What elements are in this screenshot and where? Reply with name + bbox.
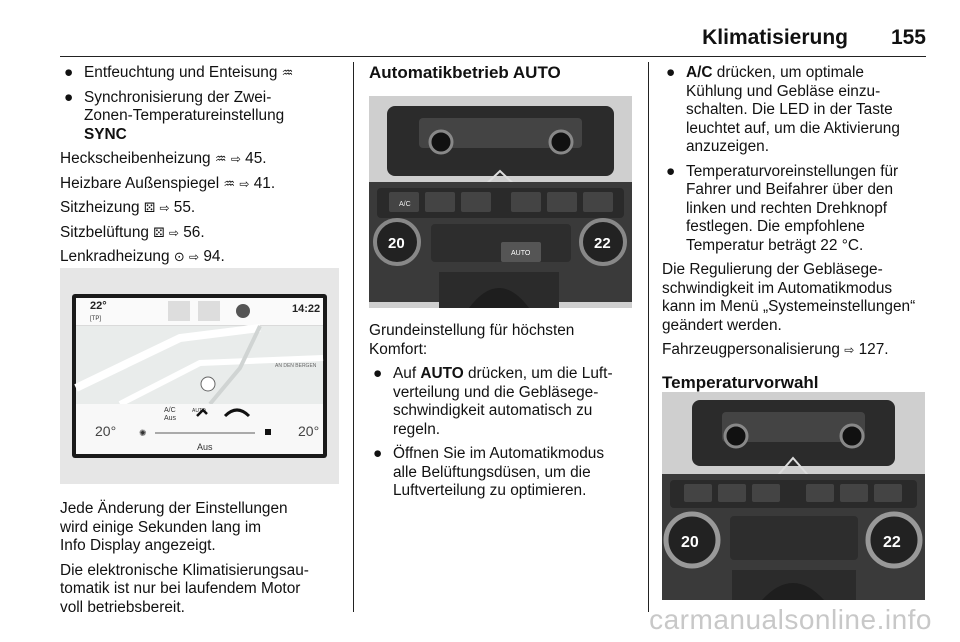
section-heading-temperature: Temperaturvorwahl bbox=[662, 372, 819, 392]
watermark: carmanualsonline.info bbox=[649, 604, 932, 635]
position-marker-icon bbox=[201, 377, 215, 391]
rear-defrost-button[interactable] bbox=[547, 192, 577, 212]
panel-button-3[interactable] bbox=[752, 484, 780, 502]
page-ref-icon: ⇨ bbox=[844, 343, 855, 357]
page-ref-icon: ⇨ bbox=[159, 201, 170, 215]
paragraph-comfort-intro: Grundeinstellung für höchsten Komfort: bbox=[369, 322, 575, 358]
bullet-dehumidify: ● Entfeuchtung und Enteisung ♒ bbox=[64, 64, 294, 81]
column-2 bbox=[369, 64, 641, 97]
page-ref-icon: ⇨ bbox=[189, 250, 200, 264]
display-tp: [TP] bbox=[90, 316, 102, 322]
page-ref-icon: ⇨ bbox=[230, 152, 241, 166]
column-1-lower bbox=[60, 500, 346, 623]
auto-panel-figure bbox=[369, 96, 632, 308]
app-icon bbox=[236, 304, 250, 318]
display-ac-label: A/C bbox=[164, 407, 176, 414]
display-auto-label: AUTO bbox=[192, 408, 206, 414]
seat-ventilation-icon: ⚄ bbox=[153, 224, 165, 240]
panel-button-1[interactable] bbox=[684, 484, 712, 502]
column-3 bbox=[662, 64, 928, 406]
fan-icon: ✺ bbox=[139, 428, 147, 438]
airflow-button[interactable] bbox=[425, 192, 455, 212]
steering-wheel-heating-icon: ⊙ bbox=[173, 249, 185, 264]
panel-button-4[interactable] bbox=[806, 484, 834, 502]
ref-seat-heating: Sitzheizung ⚄ ⇨ 55. bbox=[60, 199, 196, 216]
column-divider-2 bbox=[648, 62, 649, 612]
section-heading-auto: Automatikbetrieb AUTO bbox=[369, 63, 561, 82]
paragraph-engine-note: Die elektronische Klimatisierungsau- tomatik ist nur bei laufendem Motor voll betriebsbereit. bbox=[60, 561, 309, 616]
page-header bbox=[60, 22, 926, 57]
column-divider-1 bbox=[353, 62, 354, 612]
rear-window-heating-icon: ♒ bbox=[214, 151, 227, 166]
defrost-button[interactable] bbox=[511, 192, 541, 212]
display-ac-status: Aus bbox=[164, 415, 177, 422]
bullet-auto: ● Auf AUTO drücken, um die Luft- verteilung und die Gebläsege- schwindigkeit automatisch zu regeln. bbox=[373, 365, 613, 438]
paragraph-display-info: Jede Änderung der Einstellungen wird einige Sekunden lang im Info Display angezeigt. bbox=[60, 500, 288, 554]
right-knob-value: 22 bbox=[883, 534, 901, 551]
ref-personalisation: Fahrzeugpersonalisierung ⇨ 127. bbox=[662, 341, 889, 358]
display-time: 14:22 bbox=[292, 303, 321, 315]
info-display-figure bbox=[60, 268, 339, 484]
heated-mirror-icon: ♒ bbox=[223, 175, 236, 191]
panel-button-5[interactable] bbox=[840, 484, 868, 502]
ref-heated-mirrors: Heizbare Außenspiegel ♒ ⇨ 41. bbox=[60, 174, 276, 192]
bullet-sync: ● Synchronisierung der Zwei- Zonen-Temperatureinstellung SYNC bbox=[64, 88, 285, 143]
left-knob-value: 20 bbox=[388, 235, 405, 252]
page-number: 155 bbox=[890, 26, 926, 49]
seat-heating-icon: ⚄ bbox=[143, 200, 156, 215]
display-outside-temp: 22° bbox=[90, 300, 107, 312]
panel-button-6[interactable] bbox=[874, 484, 902, 502]
chapter-title: Klimatisierung bbox=[702, 26, 848, 49]
left-knob-value: 20 bbox=[681, 534, 699, 551]
airflow-foot-button[interactable] bbox=[461, 192, 491, 212]
page-ref-icon: ⇨ bbox=[239, 176, 250, 191]
ref-steering-wheel-heating: Lenkradheizung ⊙ ⇨ 94. bbox=[60, 248, 225, 265]
panel-button-2[interactable] bbox=[718, 484, 746, 502]
column-2-lower bbox=[369, 322, 641, 507]
sync-button[interactable] bbox=[583, 192, 613, 212]
display-right-temp: 20° bbox=[298, 423, 320, 439]
display-street-label: AN DEN BERGEN bbox=[275, 363, 317, 369]
defrost-icon: ♒ bbox=[281, 65, 294, 80]
ac-button-label: A/C bbox=[399, 201, 411, 208]
display-left-temp: 20° bbox=[95, 423, 117, 439]
right-knob-value: 22 bbox=[594, 235, 611, 252]
nav-icon bbox=[168, 301, 190, 321]
temperature-panel-figure bbox=[662, 392, 925, 600]
auto-button-label: AUTO bbox=[511, 250, 531, 257]
bullet-temperature: ● Temperaturvoreinstellungen für Fahrer und Beifahrer über den linken und rechten Drehknopf festlegen. Die empfohlene Temperatur beträgt 22 °C. bbox=[666, 162, 899, 254]
column-1 bbox=[60, 64, 346, 273]
display-fan-status: Aus bbox=[197, 442, 213, 452]
bullet-vents: ● Öffnen Sie im Automatikmodus alle Belüftungsdüsen, um die Luftverteilung zu optimieren. bbox=[373, 445, 605, 499]
page-ref-icon: ⇨ bbox=[168, 225, 179, 240]
ref-rear-window-heating: Heckscheibenheizung ♒ ⇨ 45. bbox=[60, 150, 267, 167]
fan-max-icon bbox=[265, 429, 271, 435]
bullet-ac: ● A/C drücken, um optimale Kühlung und Gebläse einzu- schalten. Die LED in der Taste leuchtet auf, um die Aktivierung anzuzeigen. bbox=[666, 64, 900, 155]
paragraph-fan-regulation: Die Regulierung der Gebläsege- schwindigkeit im Automatikmodus kann im Menü „Systemeinstellungen“ geändert werden. bbox=[662, 261, 916, 334]
ref-seat-ventilation: Sitzbelüftung ⚄ ⇨ 56. bbox=[60, 223, 205, 241]
phone-icon bbox=[198, 301, 220, 321]
